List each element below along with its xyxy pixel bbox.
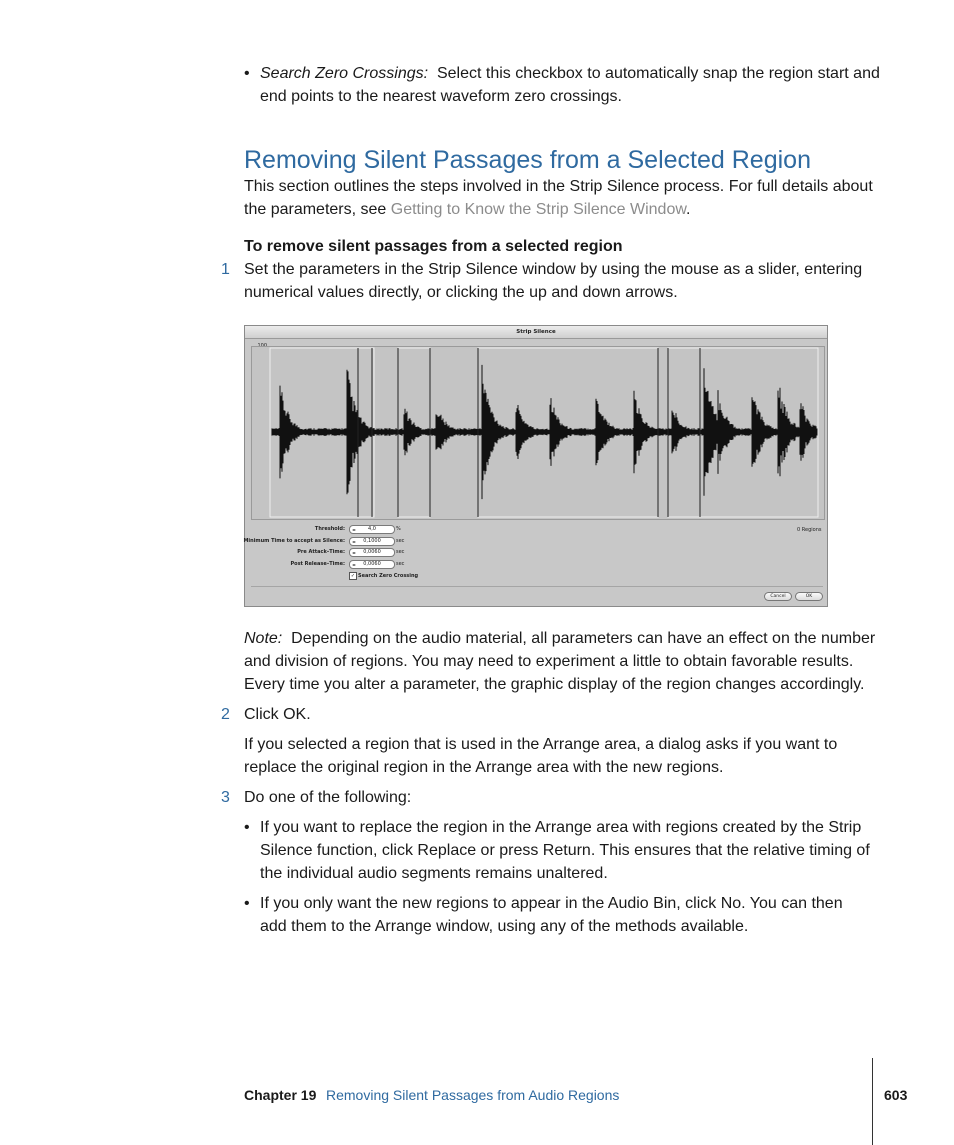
section-para-line2 [244,198,690,221]
dialog-divider [251,586,823,587]
param-post-release-unit: sec [396,561,405,567]
intro-bullet-line1 [260,62,880,85]
step3-bullet2-line2: add them to the Arrange window, using any of the methods available. [260,918,749,935]
note-line2: and division of regions. You may need to experiment a little to obtain favorable results. [244,653,854,670]
intro-bullet-line2: end points to the nearest waveform zero crossings. [260,88,622,105]
param-min-time-unit: sec [396,538,405,544]
footer-chapter-title: Removing Silent Passages from Audio Regions [326,1087,620,1103]
cancel-button[interactable]: Cancel [764,592,792,601]
param-threshold-label: Threshold: [314,526,345,532]
section-para-post: . [686,201,691,218]
strip-silence-dialog [244,325,828,607]
section-para-line1: This section outlines the steps involved in the Strip Silence process. For full details about [244,178,873,195]
post-release-value: 0,0060 [363,561,381,567]
param-pre-attack-label: Pre Attack–Time: [297,549,345,555]
param-pre-attack-unit: sec [396,549,405,555]
threshold-value: 4,0 [368,526,376,532]
bullet-glyph: • [244,819,250,836]
param-threshold-unit: % [396,526,401,532]
step3-bullet1-line2: Silence function, click Replace or press Return. This ensures that the relative timing of [260,842,870,859]
note-line1 [244,627,875,650]
waveform-display[interactable] [251,346,825,520]
footer-divider [872,1058,873,1145]
ok-button[interactable]: OK [795,592,823,601]
step3-number: 3 [221,789,230,806]
step3-text: Do one of the following: [244,789,412,806]
stepper-arrows-icon[interactable]: ◂▸ [352,562,357,567]
note-term: Note: [244,630,283,647]
min-time-value: 0,1000 [363,538,381,544]
dialog-title: Strip Silence [245,326,827,339]
search-zero-crossing-checkbox[interactable]: ✓ [350,573,356,579]
step2-text: Click OK. [244,706,311,723]
footer-chapter: Chapter 19 [244,1087,317,1103]
waveform-svg [252,347,824,519]
stepper-arrows-icon[interactable]: ◂▸ [352,550,357,555]
param-post-release-label: Post Release–Time: [290,561,345,567]
step1-number: 1 [221,261,230,278]
step3-bullet1-line1: If you want to replace the region in the Arrange area with regions created by the Strip [260,819,862,836]
strip-silence-window-link[interactable]: Getting to Know the Strip Silence Window [390,201,687,218]
step2-para-line2: replace the original region in the Arrange area with the new regions. [244,759,724,776]
step2-number: 2 [221,706,230,723]
search-zero-crossing-label: Search Zero Crossing [358,573,419,579]
step1-line2: numerical values directly, or clicking the up and down arrows. [244,284,678,301]
page-number: 603 [884,1087,908,1103]
section-para-pre: the parameters, see [244,201,387,218]
min-time-field[interactable] [349,537,395,546]
threshold-field[interactable] [349,525,395,534]
step1-line1: Set the parameters in the Strip Silence window by using the mouse as a slider, entering [244,261,863,278]
intro-bullet-text: Select this checkbox to automatically snap the region start and [436,65,880,82]
bullet-glyph: • [244,895,250,912]
bullet-glyph: • [244,65,250,82]
section-heading: Removing Silent Passages from a Selected Region [244,146,811,174]
stepper-arrows-icon[interactable]: ◂▸ [352,527,357,532]
note-line3: Every time you alter a parameter, the graphic display of the region changes accordingly. [244,676,865,693]
pre-attack-field[interactable] [349,548,395,557]
task-title: To remove silent passages from a selected region [244,238,623,255]
pre-attack-value: 0,0060 [363,549,381,555]
step2-para-line1: If you selected a region that is used in the Arrange area, a dialog asks if you want to [244,736,838,753]
stepper-arrows-icon[interactable]: ◂▸ [352,539,357,544]
post-release-field[interactable] [349,560,395,569]
param-min-time-label: Minimum Time to accept as Silence: [243,538,345,544]
intro-bullet-term: Search Zero Crossings: [260,65,429,82]
step3-bullet1-line3: the individual audio segments remains unaltered. [260,865,608,882]
regions-count: 0 Regions [797,527,822,533]
note-text1: Depending on the audio material, all parameters can have an effect on the number [291,630,876,647]
step3-bullet2-line1: If you only want the new regions to appear in the Audio Bin, click No. You can then [260,895,843,912]
